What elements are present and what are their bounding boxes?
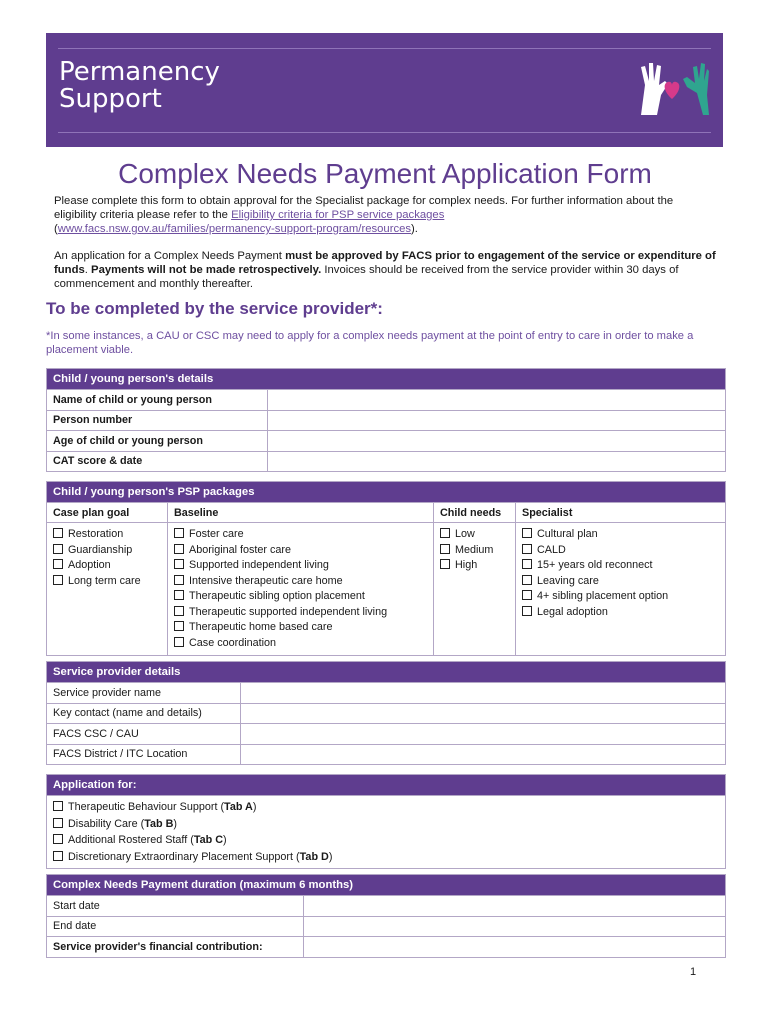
option-label: Discretionary Extraordinary Placement Support ( <box>68 850 300 863</box>
specialist-cell <box>516 523 726 656</box>
checkbox-item[interactable] <box>522 527 719 543</box>
child-details-table <box>46 368 726 472</box>
application-for-table <box>46 774 726 869</box>
child-name-field[interactable] <box>268 390 726 411</box>
approval-bold-1: must be approved by FACS prior to engagement of the service or expenditure of funds <box>54 250 716 276</box>
header-banner <box>46 33 723 147</box>
checkbox[interactable] <box>53 575 63 585</box>
tab-ref: Tab C <box>193 834 224 846</box>
table-row <box>47 431 726 452</box>
checkbox-item[interactable] <box>174 636 427 652</box>
option-label: Case coordination <box>189 636 277 649</box>
checkbox-item[interactable] <box>174 543 427 559</box>
start-date-field[interactable] <box>304 896 726 917</box>
checkbox-item[interactable] <box>522 558 719 574</box>
col-specialist: Specialist <box>516 503 726 523</box>
checkbox-item[interactable] <box>174 574 427 590</box>
option-label: Intensive therapeutic care home <box>189 574 343 587</box>
facs-csc-label: FACS CSC / CAU <box>47 724 241 745</box>
checkbox[interactable] <box>53 851 63 861</box>
option-label: High <box>455 559 478 571</box>
application-for-header: Application for: <box>47 775 726 796</box>
checkbox[interactable] <box>522 544 532 554</box>
col-case-plan-goal: Case plan goal <box>47 503 168 523</box>
checkbox[interactable] <box>174 637 184 647</box>
option-label: Therapeutic Behaviour Support ( <box>68 801 225 813</box>
checkbox-item[interactable] <box>522 543 719 559</box>
table-row <box>47 410 726 431</box>
checkbox[interactable] <box>440 528 450 538</box>
brand-logo-text <box>59 59 220 113</box>
checkbox-item[interactable] <box>522 574 719 590</box>
service-provider-table <box>46 661 726 765</box>
checkbox[interactable] <box>174 575 184 585</box>
child-details-header: Child / young person's details <box>47 369 726 390</box>
checkbox[interactable] <box>53 818 63 828</box>
financial-contribution-label: Service provider's financial contribution: <box>47 937 304 958</box>
table-row <box>47 724 726 745</box>
checkbox[interactable] <box>522 606 532 616</box>
start-date-label: Start date <box>47 896 304 917</box>
financial-contribution-field[interactable] <box>304 937 726 958</box>
option-label: Therapeutic home based care <box>189 621 333 633</box>
checkbox[interactable] <box>174 544 184 554</box>
table-row <box>47 451 726 472</box>
intro-paragraph <box>54 194 718 236</box>
option-label: Disability Care ( <box>68 817 145 830</box>
checkbox-item[interactable] <box>522 589 719 605</box>
checkbox-item[interactable] <box>53 574 161 590</box>
person-number-field[interactable] <box>268 410 726 431</box>
application-options-cell <box>47 796 726 869</box>
option-label: 4+ sibling placement option <box>537 590 669 602</box>
checkbox-item[interactable] <box>53 558 161 574</box>
option-label: Supported independent living <box>189 559 329 571</box>
facs-resources-link[interactable]: www.facs.nsw.gov.au/families/permanency-support-program/resources <box>57 223 412 235</box>
option-label: Foster care <box>189 528 244 540</box>
payment-duration-header: Complex Needs Payment duration (maximum 6 months) <box>47 875 726 896</box>
checkbox-item[interactable] <box>440 527 509 543</box>
checkbox[interactable] <box>522 528 532 538</box>
checkbox-item[interactable] <box>174 620 427 636</box>
end-date-field[interactable] <box>304 916 726 937</box>
table-row <box>47 703 726 724</box>
table-row <box>47 916 726 937</box>
option-label: Aboriginal foster care <box>189 543 292 556</box>
intro-text-2: ( <box>54 223 58 235</box>
tab-ref: Tab B <box>144 817 174 830</box>
entry-note: *In some instances, a CAU or CSC may need to apply for a complex needs payment at the point of entry to care in order to make a placement viable. <box>46 330 694 356</box>
child-age-label: Age of child or young person <box>47 431 268 452</box>
col-baseline: Baseline <box>168 503 434 523</box>
approval-bold-2: Payments will not be made retrospectively. <box>91 264 322 276</box>
brand-line-1: Permanency <box>59 57 220 87</box>
option-label: Guardianship <box>68 543 133 556</box>
approval-text-2: . <box>84 264 92 276</box>
option-label: Therapeutic supported independent living <box>189 605 388 618</box>
checkbox[interactable] <box>53 528 63 538</box>
checkbox[interactable] <box>440 559 450 569</box>
option-label: Restoration <box>68 528 124 540</box>
checkbox-item[interactable] <box>174 558 427 574</box>
table-row <box>47 683 726 704</box>
option-label: Leaving care <box>537 574 599 587</box>
checkbox-item[interactable] <box>53 832 719 849</box>
baseline-cell <box>168 523 434 656</box>
option-label: Long term care <box>68 574 141 587</box>
option-label-end: ) <box>252 801 257 813</box>
checkbox[interactable] <box>53 559 63 569</box>
application-options-row <box>47 796 726 869</box>
table-row <box>47 390 726 411</box>
child-needs-cell <box>434 523 516 656</box>
checkbox[interactable] <box>174 590 184 600</box>
option-label-end: ) <box>328 850 333 863</box>
checkbox[interactable] <box>522 590 532 600</box>
cat-score-field[interactable] <box>268 451 726 472</box>
checkbox[interactable] <box>174 528 184 538</box>
hands-heart-logo-icon <box>635 55 709 119</box>
option-label-end: ) <box>223 834 227 846</box>
facs-district-label: FACS District / ITC Location <box>47 744 241 765</box>
checkbox[interactable] <box>174 621 184 631</box>
option-label: Additional Rostered Staff ( <box>68 834 194 846</box>
checkbox-item[interactable] <box>53 799 719 816</box>
table-row <box>47 896 726 917</box>
service-provider-header: Service provider details <box>47 662 726 683</box>
checkbox[interactable] <box>522 559 532 569</box>
payment-duration-table <box>46 874 726 958</box>
option-label: Medium <box>455 543 494 556</box>
checkbox-item[interactable] <box>174 527 427 543</box>
section-heading: To be completed by the service provider*: <box>46 299 383 318</box>
provider-name-field[interactable] <box>241 683 726 704</box>
facs-district-field[interactable] <box>241 744 726 765</box>
brand-line-2: Support <box>59 84 162 114</box>
checkbox-item[interactable] <box>174 605 427 621</box>
tab-ref: Tab D <box>299 850 329 863</box>
checkbox[interactable] <box>174 606 184 616</box>
col-child-needs: Child needs <box>434 503 516 523</box>
checkbox[interactable] <box>53 801 63 811</box>
child-name-label: Name of child or young person <box>47 390 268 411</box>
option-label: 15+ years old reconnect <box>537 559 653 571</box>
option-label: CALD <box>537 543 566 556</box>
option-label: Adoption <box>68 559 111 571</box>
provider-name-label: Service provider name <box>47 683 241 704</box>
table-row <box>47 937 726 958</box>
option-label: Low <box>455 528 475 540</box>
case-plan-cell <box>47 523 168 656</box>
checkbox[interactable] <box>53 544 63 554</box>
checkbox[interactable] <box>522 575 532 585</box>
approval-text-3: Invoices should be received from the service provider within 30 days of commencement and monthly thereafter. <box>54 264 679 290</box>
psp-packages-table <box>46 481 726 656</box>
option-label-end: ) <box>173 817 178 830</box>
intro-text-3: ). <box>411 223 418 235</box>
option-label: Cultural plan <box>537 528 598 540</box>
psp-column-headers <box>47 503 726 523</box>
checkbox-item[interactable] <box>174 589 427 605</box>
facs-csc-field[interactable] <box>241 724 726 745</box>
checkbox-item[interactable] <box>522 605 719 621</box>
key-contact-label: Key contact (name and details) <box>47 703 241 724</box>
psp-packages-header: Child / young person's PSP packages <box>47 482 726 503</box>
checkbox-item[interactable] <box>53 527 161 543</box>
banner-rule-top <box>58 48 711 49</box>
checkbox[interactable] <box>440 544 450 554</box>
tab-ref: Tab A <box>224 801 253 813</box>
eligibility-criteria-link[interactable]: Eligibility criteria for PSP service packages <box>231 209 445 221</box>
page-number: 1 <box>690 966 697 978</box>
option-label: Therapeutic sibling option placement <box>189 590 365 602</box>
cat-score-label: CAT score & date <box>47 451 268 472</box>
checkbox-item[interactable] <box>440 543 509 559</box>
checkbox[interactable] <box>174 559 184 569</box>
approval-paragraph <box>54 249 718 291</box>
intro-text-1: Please complete this form to obtain approval for the Specialist package for complex needs. For further information about the eligibility criteria please refer to the <box>54 195 674 221</box>
checkbox-item[interactable] <box>440 558 509 574</box>
checkbox-item[interactable] <box>53 849 719 866</box>
person-number-label: Person number <box>47 410 268 431</box>
checkbox-item[interactable] <box>53 816 719 833</box>
key-contact-field[interactable] <box>241 703 726 724</box>
table-row <box>47 744 726 765</box>
banner-rule-bottom <box>58 132 711 133</box>
checkbox[interactable] <box>53 834 63 844</box>
child-age-field[interactable] <box>268 431 726 452</box>
approval-text-1: An application for a Complex Needs Payment <box>54 250 286 262</box>
option-label: Legal adoption <box>537 605 608 618</box>
psp-options-row <box>47 523 726 656</box>
end-date-label: End date <box>47 916 304 937</box>
form-title: Complex Needs Payment Application Form <box>118 158 652 189</box>
checkbox-item[interactable] <box>53 543 161 559</box>
